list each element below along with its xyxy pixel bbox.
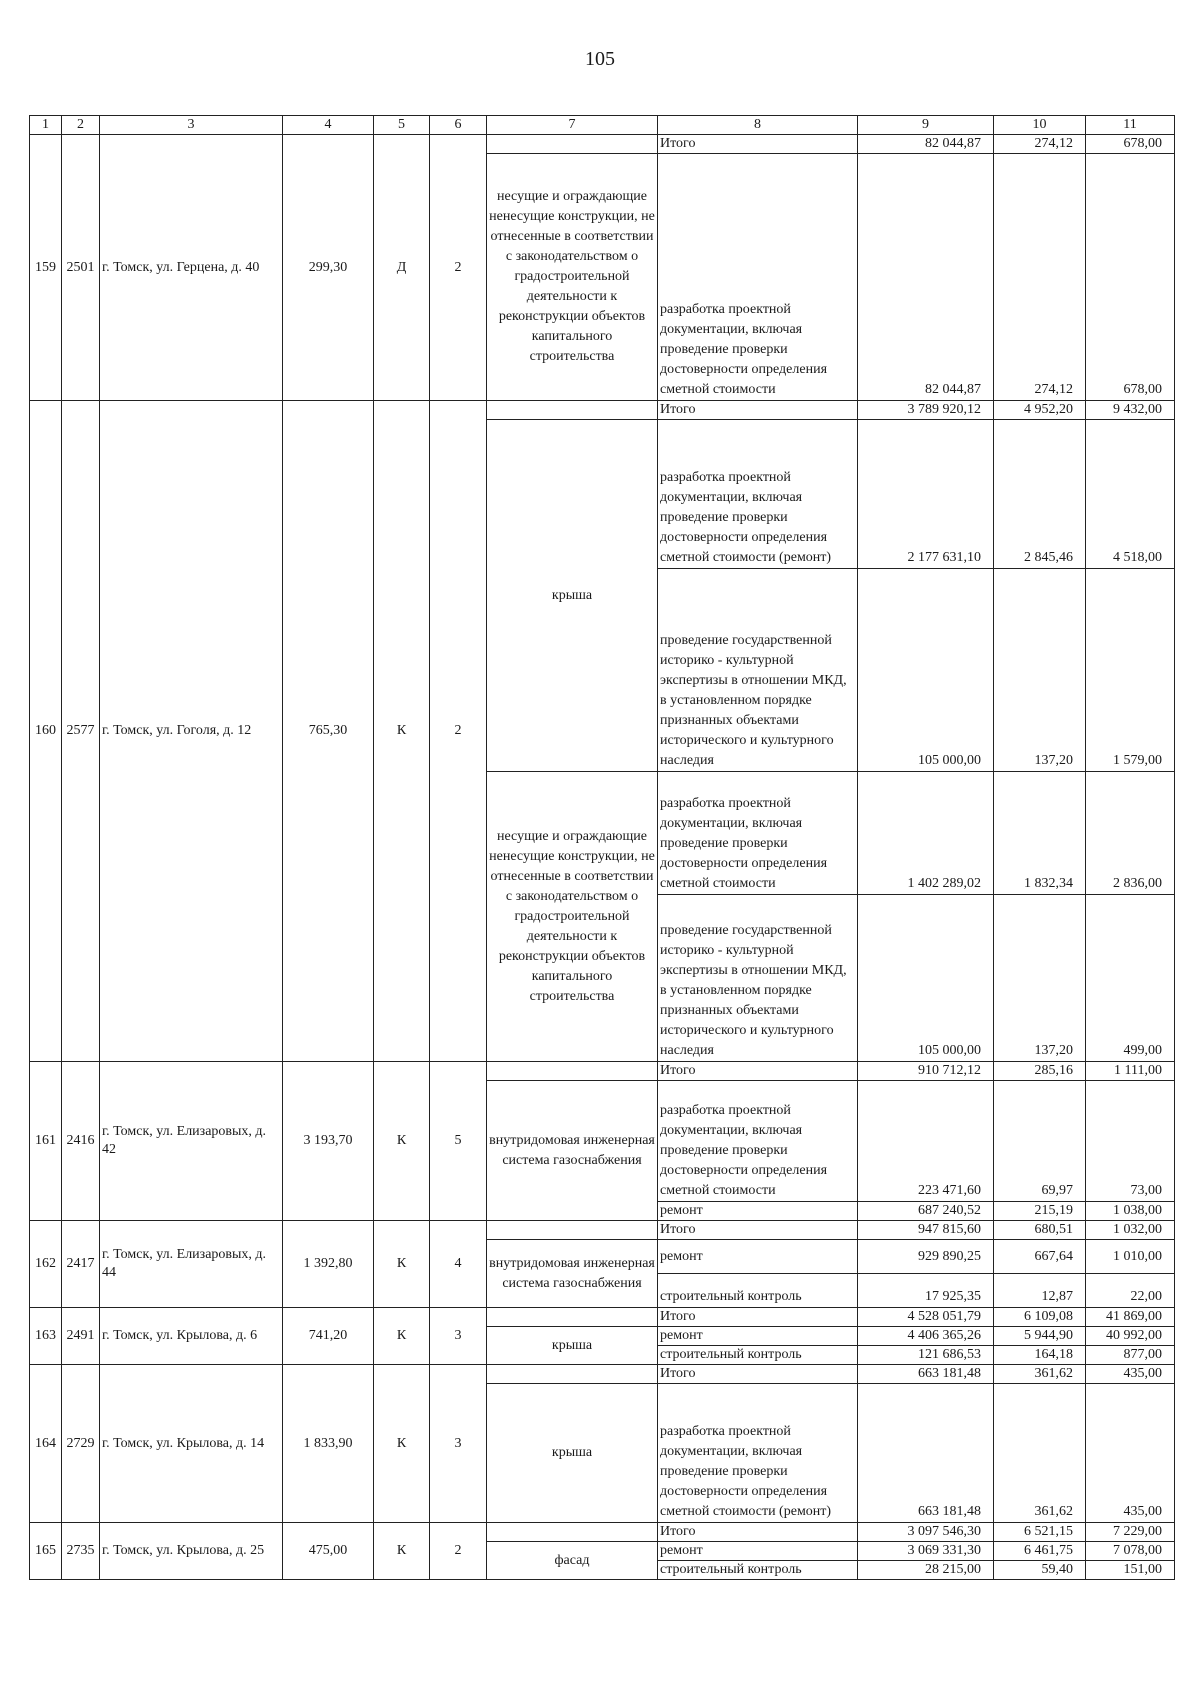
unit-cost: 164,18 [994, 1346, 1086, 1365]
table-row [30, 1221, 1175, 1240]
unit-cost: 274,12 [994, 154, 1086, 401]
unit-cost: 59,40 [994, 1561, 1086, 1580]
limit: 1 038,00 [1086, 1202, 1175, 1221]
limit: 40 992,00 [1086, 1327, 1175, 1346]
cost: 223 471,60 [858, 1081, 994, 1202]
total-cost: 4 528 051,79 [858, 1308, 994, 1327]
service-type: ремонт [658, 1202, 858, 1221]
cost: 2 177 631,10 [858, 420, 994, 569]
column-header: 5 [374, 116, 430, 135]
page-number: 105 [585, 48, 615, 70]
address: г. Томск, ул. Елизаровых, д. 42 [100, 1062, 283, 1221]
column-header: 6 [430, 116, 487, 135]
unit-cost: 215,19 [994, 1202, 1086, 1221]
building-type: К [374, 1062, 430, 1221]
work-cell-empty [487, 1523, 658, 1542]
limit: 151,00 [1086, 1561, 1175, 1580]
column-header: 9 [858, 116, 994, 135]
cost: 105 000,00 [858, 895, 994, 1062]
total-unit-cost: 285,16 [994, 1062, 1086, 1081]
table-row [30, 1062, 1175, 1081]
limit: 7 078,00 [1086, 1542, 1175, 1561]
service-type: ремонт [658, 1240, 858, 1274]
total-cost: 3 097 546,30 [858, 1523, 994, 1542]
limit: 1 010,00 [1086, 1240, 1175, 1274]
area: 1 833,90 [283, 1365, 374, 1523]
table-row [30, 1365, 1175, 1384]
work-cell-empty [487, 1365, 658, 1384]
building-type: К [374, 1308, 430, 1365]
table-row [30, 1308, 1175, 1327]
total-unit-cost: 6 109,08 [994, 1308, 1086, 1327]
limit: 2 836,00 [1086, 772, 1175, 895]
limit: 877,00 [1086, 1346, 1175, 1365]
limit: 499,00 [1086, 895, 1175, 1062]
building-type: К [374, 1523, 430, 1580]
service-type: разработка проектной документации, включая проведение проверки достоверности определения сметной стоимости [658, 154, 858, 401]
total-unit-cost: 680,51 [994, 1221, 1086, 1240]
limit: 73,00 [1086, 1081, 1175, 1202]
building-code: 2501 [62, 135, 100, 401]
building-type: К [374, 1365, 430, 1523]
work-name: фасад [487, 1542, 658, 1580]
column-header-row [30, 116, 1175, 135]
cost: 105 000,00 [858, 569, 994, 772]
building-type: К [374, 401, 430, 1062]
floors: 3 [430, 1365, 487, 1523]
total-unit-cost: 4 952,20 [994, 401, 1086, 420]
unit-cost: 12,87 [994, 1274, 1086, 1308]
building-code: 2416 [62, 1062, 100, 1221]
table-row [30, 401, 1175, 420]
work-cell-empty [487, 1221, 658, 1240]
unit-cost: 2 845,46 [994, 420, 1086, 569]
total-label: Итого [658, 1365, 858, 1384]
floors: 3 [430, 1308, 487, 1365]
unit-cost: 69,97 [994, 1081, 1086, 1202]
total-label: Итого [658, 135, 858, 154]
total-limit: 1 111,00 [1086, 1062, 1175, 1081]
cost: 4 406 365,26 [858, 1327, 994, 1346]
building-code: 2491 [62, 1308, 100, 1365]
work-name: несущие и ограждающие ненесущие конструкции, не отнесенные в соответствии с законодательством о градостроительной деятельности к реконструкции объектов капитального строительства [487, 154, 658, 401]
service-type: разработка проектной документации, включая проведение проверки достоверности определения сметной стоимости [658, 772, 858, 895]
total-limit: 435,00 [1086, 1365, 1175, 1384]
total-limit: 678,00 [1086, 135, 1175, 154]
address: г. Томск, ул. Гоголя, д. 12 [100, 401, 283, 1062]
column-header: 8 [658, 116, 858, 135]
total-limit: 9 432,00 [1086, 401, 1175, 420]
service-type: проведение государственной историко - культурной экспертизы в отношении МКД, в установленном порядке признанных объектами исторического и культурного наследия [658, 895, 858, 1062]
cost: 17 925,35 [858, 1274, 994, 1308]
row-number: 160 [30, 401, 62, 1062]
limit: 678,00 [1086, 154, 1175, 401]
building-type: Д [374, 135, 430, 401]
area: 475,00 [283, 1523, 374, 1580]
cost: 687 240,52 [858, 1202, 994, 1221]
limit: 1 579,00 [1086, 569, 1175, 772]
service-type: ремонт [658, 1542, 858, 1561]
service-type: проведение государственной историко - культурной экспертизы в отношении МКД, в установленном порядке признанных объектами исторического и культурного наследия [658, 569, 858, 772]
service-type: строительный контроль [658, 1274, 858, 1308]
cost: 82 044,87 [858, 154, 994, 401]
cost: 1 402 289,02 [858, 772, 994, 895]
cost: 663 181,48 [858, 1384, 994, 1523]
total-label: Итого [658, 401, 858, 420]
address: г. Томск, ул. Крылова, д. 14 [100, 1365, 283, 1523]
cost: 3 069 331,30 [858, 1542, 994, 1561]
total-unit-cost: 274,12 [994, 135, 1086, 154]
floors: 2 [430, 401, 487, 1062]
total-cost: 663 181,48 [858, 1365, 994, 1384]
row-number: 165 [30, 1523, 62, 1580]
area: 765,30 [283, 401, 374, 1062]
total-limit: 1 032,00 [1086, 1221, 1175, 1240]
total-unit-cost: 361,62 [994, 1365, 1086, 1384]
table-row [30, 135, 1175, 154]
floors: 2 [430, 1523, 487, 1580]
unit-cost: 137,20 [994, 569, 1086, 772]
total-cost: 910 712,12 [858, 1062, 994, 1081]
building-type: К [374, 1221, 430, 1308]
building-code: 2577 [62, 401, 100, 1062]
work-name: несущие и ограждающие ненесущие конструкции, не отнесенные в соответствии с законодательством о градостроительной деятельности к реконструкции объектов капитального строительства [487, 772, 658, 1062]
total-cost: 947 815,60 [858, 1221, 994, 1240]
limit: 435,00 [1086, 1384, 1175, 1523]
cost: 121 686,53 [858, 1346, 994, 1365]
service-type: строительный контроль [658, 1346, 858, 1365]
limit: 22,00 [1086, 1274, 1175, 1308]
unit-cost: 6 461,75 [994, 1542, 1086, 1561]
column-header: 7 [487, 116, 658, 135]
building-code: 2735 [62, 1523, 100, 1580]
work-name: крыша [487, 420, 658, 772]
address: г. Томск, ул. Елизаровых, д. 44 [100, 1221, 283, 1308]
total-label: Итого [658, 1062, 858, 1081]
work-cell-empty [487, 1308, 658, 1327]
row-number: 162 [30, 1221, 62, 1308]
row-number: 159 [30, 135, 62, 401]
limit: 4 518,00 [1086, 420, 1175, 569]
work-cell-empty [487, 1062, 658, 1081]
unit-cost: 1 832,34 [994, 772, 1086, 895]
area: 1 392,80 [283, 1221, 374, 1308]
total-label: Итого [658, 1523, 858, 1542]
total-limit: 41 869,00 [1086, 1308, 1175, 1327]
total-label: Итого [658, 1308, 858, 1327]
unit-cost: 5 944,90 [994, 1327, 1086, 1346]
area: 299,30 [283, 135, 374, 401]
unit-cost: 361,62 [994, 1384, 1086, 1523]
total-limit: 7 229,00 [1086, 1523, 1175, 1542]
cost: 929 890,25 [858, 1240, 994, 1274]
unit-cost: 667,64 [994, 1240, 1086, 1274]
floors: 2 [430, 135, 487, 401]
total-cost: 3 789 920,12 [858, 401, 994, 420]
address: г. Томск, ул. Крылова, д. 6 [100, 1308, 283, 1365]
unit-cost: 137,20 [994, 895, 1086, 1062]
service-type: разработка проектной документации, включая проведение проверки достоверности определения сметной стоимости (ремонт) [658, 1384, 858, 1523]
service-type: разработка проектной документации, включая проведение проверки достоверности определения сметной стоимости (ремонт) [658, 420, 858, 569]
work-cell-empty [487, 135, 658, 154]
work-cell-empty [487, 401, 658, 420]
column-header: 4 [283, 116, 374, 135]
row-number: 161 [30, 1062, 62, 1221]
column-header: 10 [994, 116, 1086, 135]
building-code: 2417 [62, 1221, 100, 1308]
work-name: крыша [487, 1384, 658, 1523]
column-header: 2 [62, 116, 100, 135]
service-type: разработка проектной документации, включая проведение проверки достоверности определения сметной стоимости [658, 1081, 858, 1202]
address: г. Томск, ул. Крылова, д. 25 [100, 1523, 283, 1580]
column-header: 11 [1086, 116, 1175, 135]
building-code: 2729 [62, 1365, 100, 1523]
work-name: внутридомовая инженерная система газоснабжения [487, 1240, 658, 1308]
column-header: 1 [30, 116, 62, 135]
column-header: 3 [100, 116, 283, 135]
table-row [30, 1523, 1175, 1542]
capital-repair-table [29, 115, 1175, 1580]
row-number: 164 [30, 1365, 62, 1523]
cost: 28 215,00 [858, 1561, 994, 1580]
work-name: внутридомовая инженерная система газоснабжения [487, 1081, 658, 1221]
work-name: крыша [487, 1327, 658, 1365]
row-number: 163 [30, 1308, 62, 1365]
area: 3 193,70 [283, 1062, 374, 1221]
area: 741,20 [283, 1308, 374, 1365]
total-unit-cost: 6 521,15 [994, 1523, 1086, 1542]
total-cost: 82 044,87 [858, 135, 994, 154]
service-type: ремонт [658, 1327, 858, 1346]
total-label: Итого [658, 1221, 858, 1240]
floors: 5 [430, 1062, 487, 1221]
floors: 4 [430, 1221, 487, 1308]
address: г. Томск, ул. Герцена, д. 40 [100, 135, 283, 401]
service-type: строительный контроль [658, 1561, 858, 1580]
